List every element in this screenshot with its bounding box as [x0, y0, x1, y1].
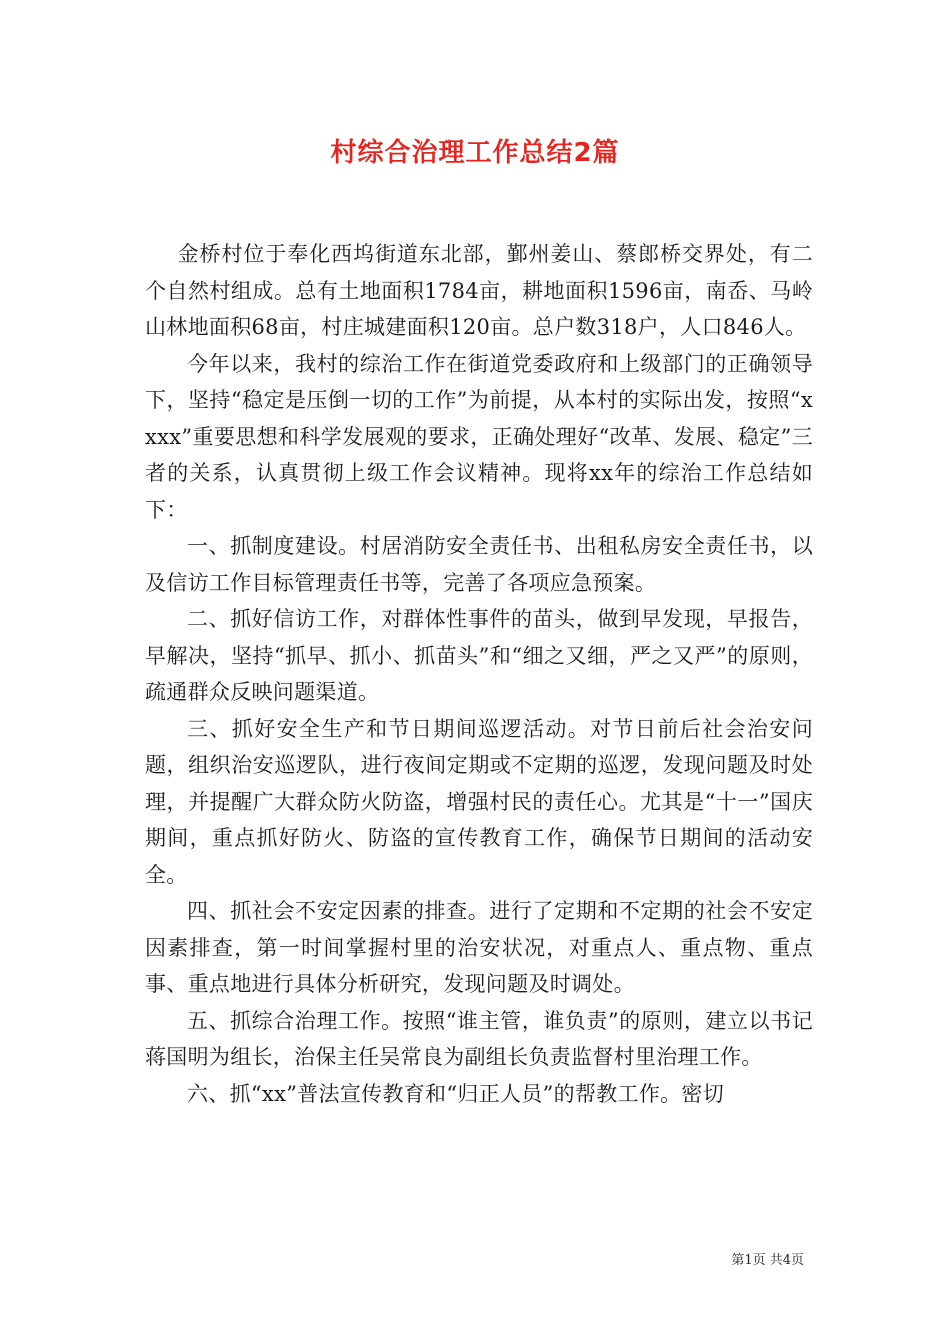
paragraph-item-6: 六、抓“xx”普法宣传教育和“归正人员”的帮教工作。密切 [187, 1081, 725, 1106]
paragraph-item-5: 五、抓综合治理工作。按照“谁主管，谁负责”的原则，建立以书记蒋国明为组长，治保主任吴常良为副组长负责监督村里治理工作。 [145, 1008, 813, 1069]
document-title: 村综合治理工作总结2篇 [330, 138, 620, 168]
paragraph-village-overview: 金桥村位于奉化西坞街道东北部，鄞州姜山、蔡郎桥交界处，有二个自然村组成。总有土地面积1784亩，耕地面积1596亩，南岙、马岭山林地面积68亩，村庄城建面积120亩。总户数318户，人口846人。 [145, 242, 813, 339]
paragraph-item-2: 二、抓好信访工作，对群体性事件的苗头，做到早发现，早报告，早解决，坚持“抓早、抓小、抓苗头”和“细之又细，严之又严”的原则，疏通群众反映问题渠道。 [145, 607, 813, 704]
paragraph-introduction: 今年以来，我村的综治工作在街道党委政府和上级部门的正确领导下，坚持“稳定是压倒一切的工作”为前提，从本村的实际出发，按照“xxxx”重要思想和科学发展观的要求，正确处理好“改革、发展、稳定”三者的关系，认真贯彻上级工作会议精神。现将xx年的综治工作总结如下： [145, 351, 813, 522]
page-number: 第1页 共4页 [731, 1253, 804, 1268]
document-body [145, 236, 813, 1112]
paragraph-item-1: 一、抓制度建设。村居消防安全责任书、出租私房安全责任书，以及信访工作目标管理责任书等，完善了各项应急预案。 [145, 534, 813, 595]
paragraph-item-4: 四、抓社会不安定因素的排查。进行了定期和不定期的社会不安定因素排查，第一时间掌握村里的治安状况，对重点人、重点物、重点事、重点地进行具体分析研究，发现问题及时调处。 [145, 899, 813, 996]
paragraph-item-3: 三、抓好安全生产和节日期间巡逻活动。对节日前后社会治安问题，组织治安巡逻队，进行夜间定期或不定期的巡逻，发现问题及时处理，并提醒广大群众防火防盗，增强村民的责任心。尤其是“十一”国庆期间，重点抓好防火、防盗的宣传教育工作，确保节日期间的活动安全。 [145, 716, 813, 887]
